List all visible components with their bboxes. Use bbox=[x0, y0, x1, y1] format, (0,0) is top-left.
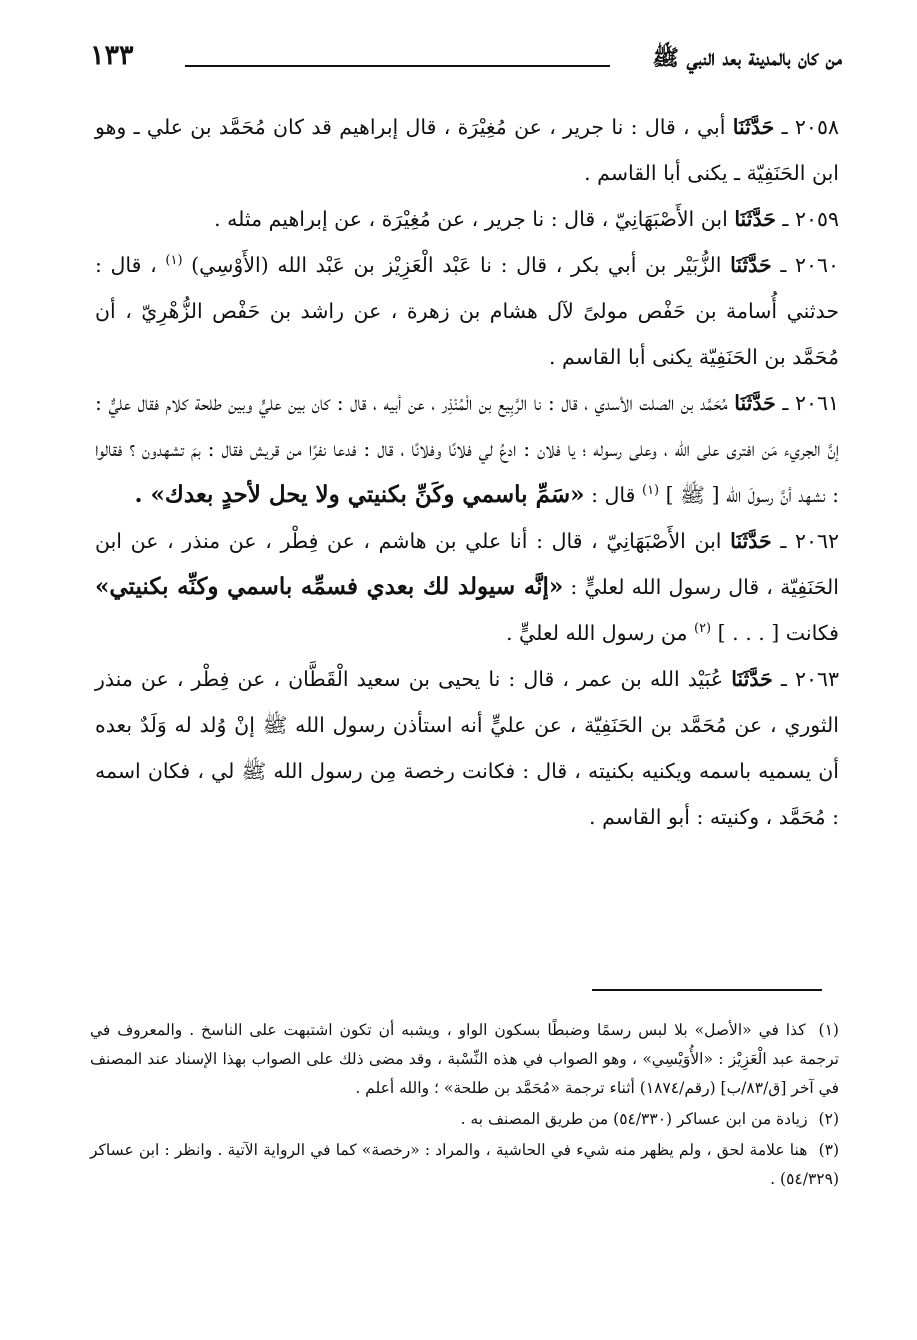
hadith-number: ٢٠٦١ ـ bbox=[782, 391, 839, 415]
hadith-text: مُحَمَّد بن الصلت الأسدي ، قال : نا الرَّبِيع بن الْمُنْذِر ، عن أبيه ، قال : كان بين عليٍّ وبين طلحة كلام فقال عليٌّ : إنَّ الجريء مَن افترى على الله ، وعلى رسوله ؛ يا فلان : ادعُ لي فلانًا وفلانًا ، قال : فدعا نفرًا من قريش فقال : بمَ تشهدون ؟ فقالوا : نشهد أنَّ رسولَ الله [ ﷺ ] bbox=[95, 391, 839, 507]
hadith-number: ٢٠٥٩ ـ bbox=[782, 207, 839, 231]
haddathana-word: حَدَّثَنَا bbox=[731, 667, 773, 691]
footnote-reference: (١) bbox=[165, 253, 183, 269]
footnote-marker: (١) bbox=[818, 1021, 839, 1039]
hadith-text-mid: فكانت [ . . . ] bbox=[717, 621, 839, 645]
haddathana-word: حَدَّثَنَا bbox=[734, 391, 776, 415]
footnote-separator bbox=[592, 989, 822, 991]
hadith-2060 bbox=[95, 242, 839, 380]
footnote-text: زيادة من ابن عساكر (٥٤/٣٣٠) من طريق المصنف به . bbox=[460, 1110, 808, 1128]
footnote-marker: (٣) bbox=[818, 1141, 840, 1159]
prophetic-quote: «إنَّه سيولد لك بعدي فسمِّه باسمي وكنِّه بكنيتي» bbox=[95, 573, 564, 600]
footnote-1 bbox=[90, 1016, 839, 1103]
haddathana-word: حَدَّثَنَا bbox=[734, 207, 776, 231]
footnote-marker: (٢) bbox=[818, 1110, 839, 1128]
running-title: من كان بالمدينة بعد النبي ﷺ bbox=[652, 45, 842, 71]
footnote-2 bbox=[90, 1105, 839, 1134]
hadith-number: ٢٠٦٠ ـ bbox=[780, 253, 839, 277]
footnote-reference: (١) bbox=[641, 483, 660, 499]
hadith-text: الزُّبَيْر بن أبي بكر ، قال : نا عَبْد الْعَزِيْز بن عَبْد الله (الأَوْسِي) bbox=[191, 253, 722, 277]
hadith-text-continued: ، قال : حدثني أُسامة بن حَفْص مولىً لآل هشام بن زهرة ، عن راشد بن حَفْص الزُّهْرِيّ ، أن مُحَمَّد بن الحَنَفِيّة يكنى أبا القاسم . bbox=[95, 253, 839, 369]
haddathana-word: حَدَّثَنَا bbox=[730, 529, 772, 553]
hadith-number: ٢٠٦٢ ـ bbox=[780, 529, 839, 553]
footnote-reference: (٢) bbox=[693, 621, 712, 637]
haddathana-word: حَدَّثَنَا bbox=[732, 115, 775, 139]
hadith-2063 bbox=[95, 656, 839, 840]
footnotes bbox=[90, 1016, 839, 1196]
footnote-text: هنا علامة لحق ، ولم يظهر منه شيء في الحاشية ، والمراد : «رخصة» كما في الرواية الآتية . وانظر : ابن عساكر (٥٤/٣٢٩) . bbox=[90, 1141, 839, 1188]
hadith-2059 bbox=[95, 196, 839, 242]
hadith-number: ٢٠٦٣ ـ bbox=[780, 667, 839, 691]
footnote-text: كذا في «الأصل» بلا لبس رسمًا وضبطًا بسكون الواو ، ويشبه أن تكون اشتبهت على الناسخ . والمعروف في ترجمة عبد الْعَزِيْز : «الأُوَيْسِي» ، وهو الصواب في هذه النِّسْبة ، وقد مضى ذلك على الصواب بهذا الإسناد عند المصنف في آخر [ق/٨٣/ب] (رقم/١٨٧٤) أثناء ترجمة «مُحَمَّد بن طلحة» ؛ والله أعلم . bbox=[90, 1021, 839, 1097]
hadith-text: ابن الأَصْبَهَانِيّ ، قال : أنا علي بن هاشم ، عن فِطْر ، عن منذر ، عن ابن الحَنَفِيّة ، قال رسول الله لعليٍّ : bbox=[95, 529, 839, 599]
hadith-text-mid: قال : bbox=[591, 483, 636, 507]
page-number: ١٣٣ bbox=[90, 40, 134, 71]
hadith-text: عُبَيْد الله بن عمر ، قال : نا يحيى بن سعيد الْقَطَّان ، عن فِطْر ، عن منذر الثوري ، عن مُحَمَّد بن الحَنَفِيّة ، عن عليٍّ أنه استأذن رسول الله ﷺ إنْ وُلد له وَلَدٌ بعده أن يسميه باسمه ويكنيه بكنيته ، قال : فكانت رخصة مِن رسول الله ﷺ لي ، فكان اسمه : مُحَمَّد ، وكنيته : أبو القاسم . bbox=[95, 667, 839, 829]
hadith-2061 bbox=[95, 380, 839, 518]
haddathana-word: حَدَّثَنَا bbox=[730, 253, 772, 277]
footnote-3 bbox=[90, 1136, 839, 1194]
main-text bbox=[95, 104, 839, 840]
page-header bbox=[90, 40, 842, 80]
hadith-text-continued: من رسول الله لعليٍّ . bbox=[505, 621, 688, 645]
hadith-number: ٢٠٥٨ ـ bbox=[781, 115, 839, 139]
header-rule bbox=[185, 65, 610, 67]
hadith-2062 bbox=[95, 518, 839, 656]
hadith-2058 bbox=[95, 104, 839, 196]
hadith-text: أبي ، قال : نا جرير ، عن مُغِيْرَة ، قال إبراهيم قد كان مُحَمَّد بن علي ـ وهو ابن الحَنَفِيّة ـ يكنى أبا القاسم . bbox=[95, 115, 839, 185]
prophetic-quote: «سَمِّ باسمي وكَنِّ بكنيتي ولا يحل لأحدٍ بعدك» . bbox=[134, 481, 585, 508]
hadith-text: ابن الأَصْبَهَانِيّ ، قال : نا جرير ، عن مُغِيْرَة ، عن إبراهيم مثله . bbox=[214, 207, 728, 231]
